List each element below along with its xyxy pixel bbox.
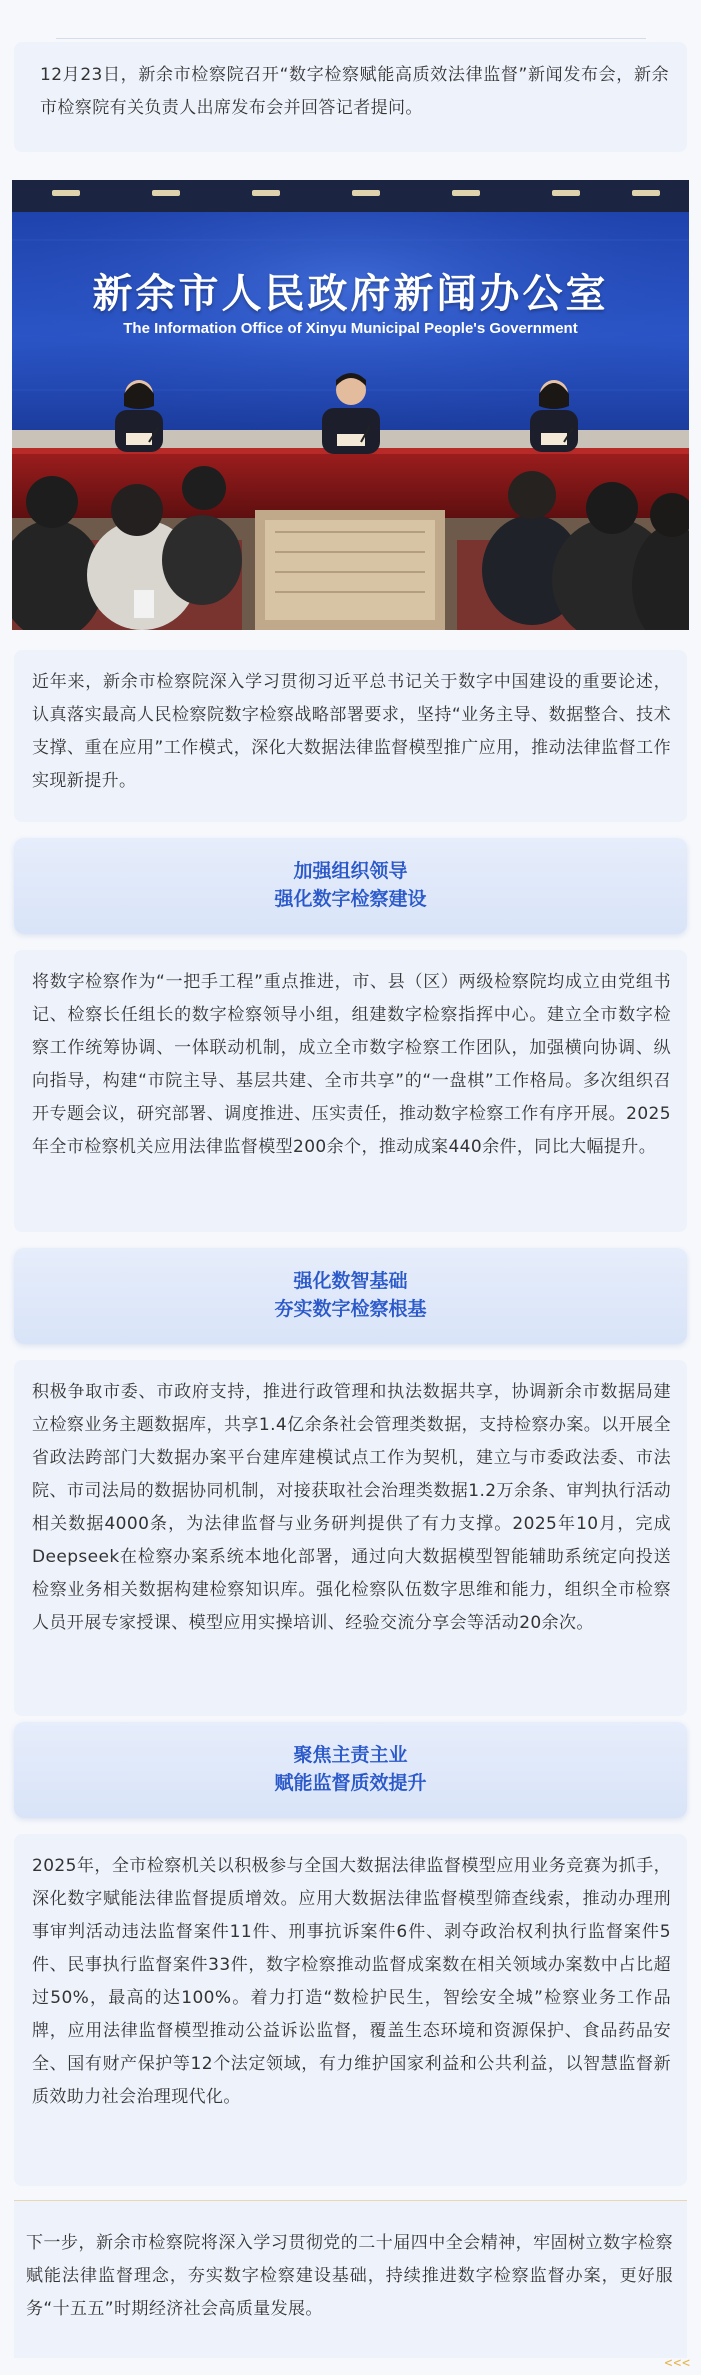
section-2-body-card bbox=[14, 1360, 687, 1716]
section-1-body-card bbox=[14, 950, 687, 1232]
lead-card bbox=[14, 650, 687, 822]
press-conference-illustration bbox=[12, 180, 689, 630]
section-3-heading bbox=[14, 1722, 687, 1818]
back-arrows-icon[interactable]: <<< bbox=[664, 2356, 691, 2371]
section-1-title-line2: 强化数字检察建设 bbox=[274, 888, 427, 910]
intro-text: 12月23日，新余市检察院召开“数字检察赋能高质效法律监督”新闻发布会，新余市检察院有关负责人出席发布会并回答记者提问。 bbox=[40, 65, 669, 118]
closing-card bbox=[14, 2200, 687, 2358]
press-conference-photo bbox=[12, 180, 689, 630]
intro-card bbox=[14, 42, 687, 152]
section-1-title-line1: 加强组织领导 bbox=[293, 860, 408, 882]
section-1-heading bbox=[14, 838, 687, 934]
section-2-title-line1: 强化数智基础 bbox=[293, 1270, 408, 1292]
section-2-title-line2: 夯实数字检察根基 bbox=[274, 1298, 427, 1320]
section-3-body-card bbox=[14, 1834, 687, 2186]
section-3-title-line1: 聚焦主责主业 bbox=[293, 1744, 408, 1766]
section-3-body: 2025年，全市检察机关以积极参与全国大数据法律监督模型应用业务竞赛为抓手，深化数字赋能法律监督提质增效。应用大数据法律监督模型筛查线索，推动办理刑事审判活动违法监督案件11件、刑事抗诉案件6件、剥夺政治权利执行监督案件5件、民事执行监督案件33件，数字检察推动监督成案数在相关领域办案数中占比超过50%，最高的达100%。着力打造“数检护民生，智绘安全城”检察业务工作品牌，应用法律监督模型推动公益诉讼监督，覆盖生态环境和资源保护、食品药品安全、国有财产保护等12个法定领域，有力维护国家利益和公共利益，以智慧监督新质效助力社会治理现代化。 bbox=[32, 1856, 671, 2107]
lead-text: 近年来，新余市检察院深入学习贯彻习近平总书记关于数字中国建设的重要论述，认真落实最高人民检察院数字检察战略部署要求，坚持“业务主导、数据整合、技术支撑、重在应用”工作模式，深化大数据法律监督模型推广应用，推动法律监督工作实现新提升。 bbox=[32, 672, 671, 791]
backdrop-subtitle: The Information Office of Xinyu Municipal People's Government bbox=[123, 320, 578, 337]
section-2-heading bbox=[14, 1248, 687, 1344]
backdrop-title: 新余市人民政府新闻办公室 bbox=[92, 271, 609, 317]
section-2-body: 积极争取市委、市政府支持，推进行政管理和执法数据共享，协调新余市数据局建立检察业务主题数据库，共享1.4亿余条社会管理类数据，支持检察办案。以开展全省政法跨部门大数据办案平台建库建模试点工作为契机，建立与市委政法委、市法院、市司法局的数据协同机制，对接获取社会治理类数据1.2万余条、审判执行活动相关数据4000条，为法律监督与业务研判提供了有力支撑。2025年10月，完成Deepseek在检察办案系统本地化部署，通过向大数据模型智能辅助系统定向投送检察业务相关数据构建检察知识库。强化检察队伍数字思维和能力，组织全市检察人员开展专家授课、模型应用实操培训、经验交流分享会等活动20余次。 bbox=[32, 1382, 671, 1633]
section-3-title-line2: 赋能监督质效提升 bbox=[274, 1772, 427, 1794]
section-1-body: 将数字检察作为“一把手工程”重点推进，市、县（区）两级检察院均成立由党组书记、检察长任组长的数字检察领导小组，组建数字检察指挥中心。建立全市数字检察工作统筹协调、一体联动机制，成立全市数字检察工作团队，加强横向协调、纵向指导，构建“市院主导、基层共建、全市共享”的“一盘棋”工作格局。多次组织召开专题会议，研究部署、调度推进、压实责任，推动数字检察工作有序开展。2025年全市检察机关应用法律监督模型200余个，推动成案440余件，同比大幅提升。 bbox=[32, 972, 671, 1157]
top-divider bbox=[56, 38, 646, 39]
closing-text: 下一步，新余市检察院将深入学习贯彻党的二十届四中全会精神，牢固树立数字检察赋能法律监督理念，夯实数字检察建设基础，持续推进数字检察监督办案，更好服务“十五五”时期经济社会高质量发展。 bbox=[26, 2233, 673, 2319]
